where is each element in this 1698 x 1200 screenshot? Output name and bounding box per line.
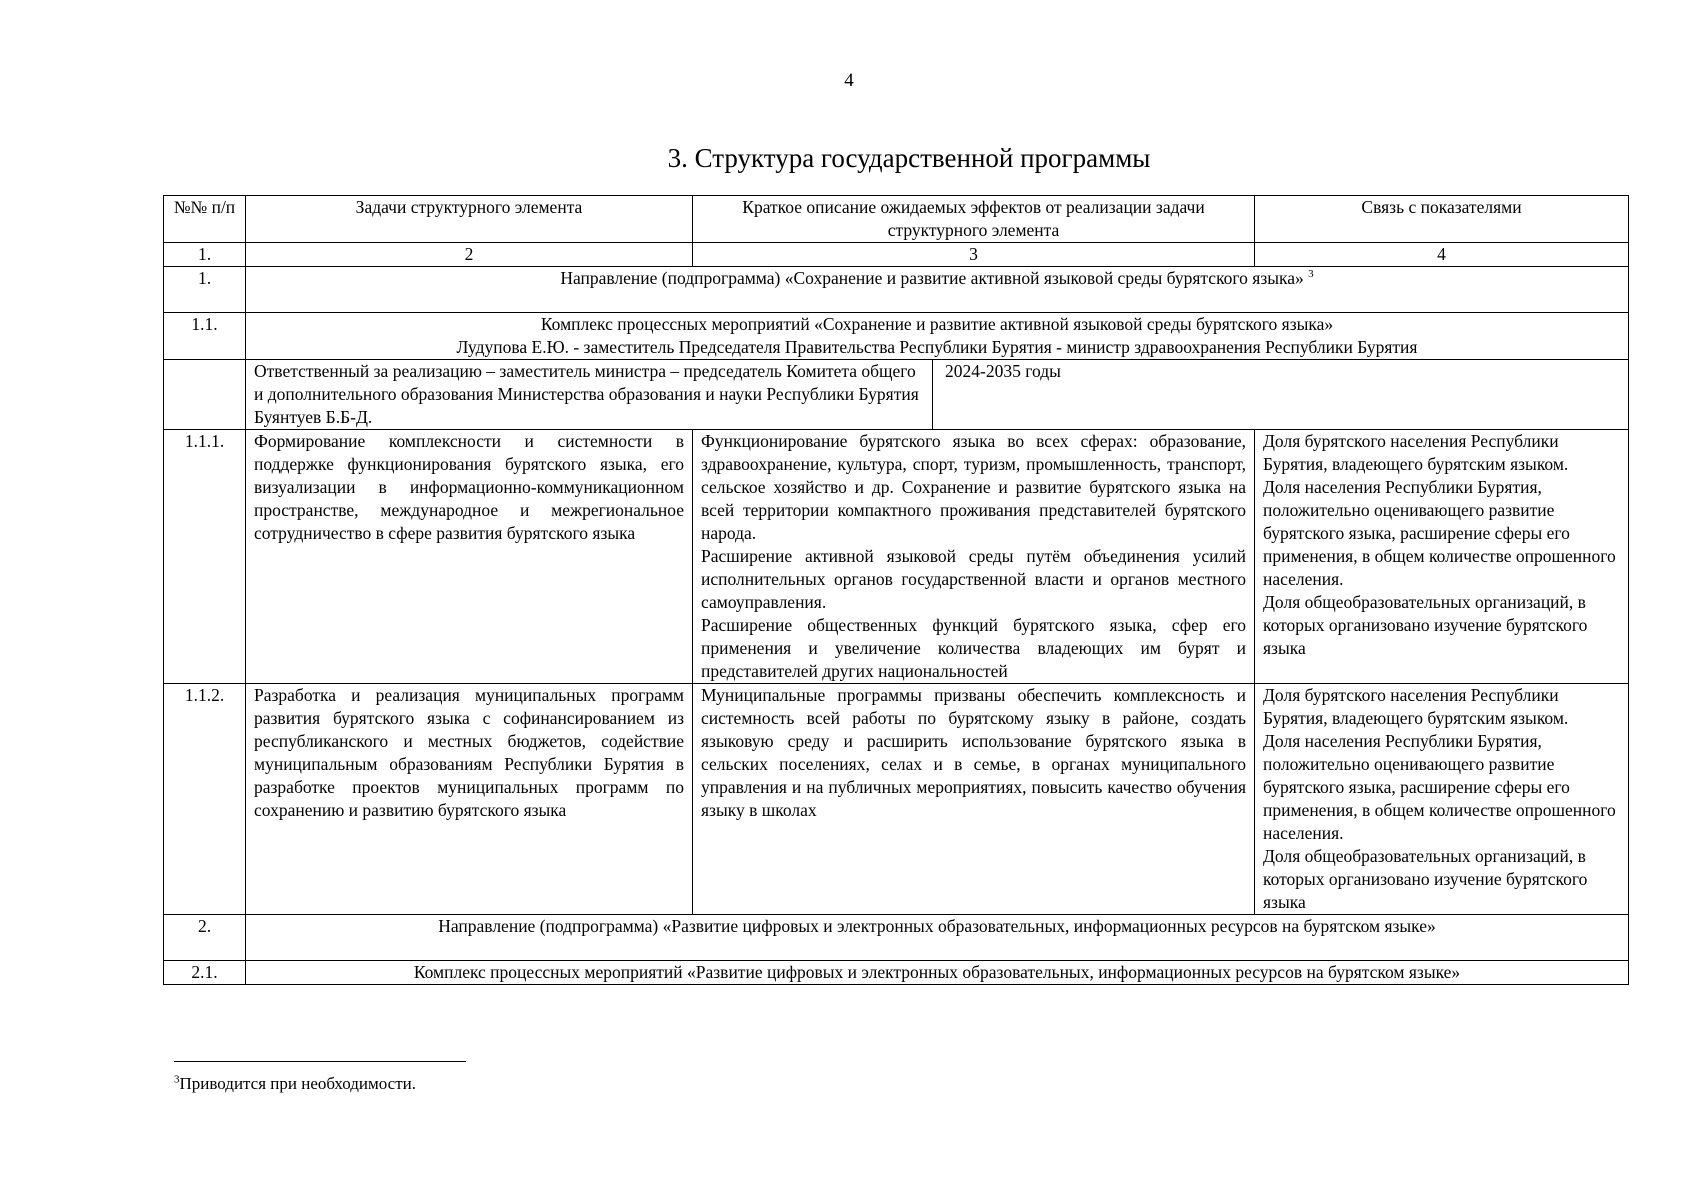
col-number: 3 (693, 243, 1255, 267)
indicator: Доля бурятского населения Республики Бурятия, владеющего бурятским языком. (1263, 685, 1569, 728)
complex-title (246, 313, 1629, 360)
col-number: 4 (1255, 243, 1629, 267)
task-row-1-1-2 (164, 684, 1629, 915)
footnote-ref: 3 (1308, 268, 1314, 281)
responsible-cell (246, 360, 1629, 430)
effect-paragraph: Муниципальные программы призваны обеспечить комплексность и системность всей работы по бурятскому языку в районе, создать языковую среду и расширить использование бурятского языка в сельских поселениях, селах и в семье, в органах муниципального управления и на публичных мероприятиях, повысить качество обучения языку в школах (701, 685, 1246, 820)
page-title: 3. Структура государственной программы (667, 143, 1151, 173)
program-structure-table (163, 195, 1629, 985)
complex-name: Комплекс процессных мероприятий «Сохранение и развитие активной языковой среды бурятского языка» (540, 314, 1334, 334)
direction-text: Направление (подпрограмма) «Сохранение и развитие активной языковой среды бурятского языка» (560, 268, 1304, 288)
indicators-cell (1255, 430, 1629, 684)
indicator: Доля населения Республики Бурятия, положительно оценивающего развитие бурятского языка, расширение сферы его применения, в общем количестве опрошенного населения. (1263, 731, 1616, 843)
responsible-person: Ответственный за реализацию – заместитель министра – председатель Комитета общего и дополнительного образования Министерства образования и науки Республики Бурятия Буянтуев Б.Б-Д. (254, 361, 919, 427)
header-tasks: Задачи структурного элемента (246, 196, 693, 243)
effect-paragraph: Расширение общественных функций бурятского языка, сфер его применения и увеличение количества владеющих им бурят и представителей других национальностей (701, 615, 1246, 681)
header-indicators: Связь с показателями (1255, 196, 1629, 243)
row-num: 2. (164, 915, 246, 961)
implementation-years: 2024-2035 годы (932, 360, 1628, 429)
row-num: 1. (164, 267, 246, 313)
complex-row-1-1 (164, 313, 1629, 360)
complex-row-2-1 (164, 961, 1629, 985)
header-num: №№ п/п (164, 196, 246, 243)
footnote-mark: 3 (174, 1073, 180, 1086)
effects-cell (693, 684, 1255, 915)
footnote-separator (174, 1061, 466, 1062)
effect-paragraph: Функционирование бурятского языка во всех сферах: образование, здравоохранение, культура, спорт, туризм, промышленность, транспорт, сельское хозяйство и др. Сохранение и развитие бурятского языка на всей территории компактного проживания представителей бурятского народа. (701, 431, 1246, 543)
direction-title: Направление (подпрограмма) «Развитие цифровых и электронных образовательных, информационных ресурсов на бурятском языке» (246, 915, 1629, 961)
direction-title (246, 267, 1629, 313)
complex-title: Комплекс процессных мероприятий «Развитие цифровых и электронных образовательных, информационных ресурсов на бурятском языке» (246, 961, 1629, 985)
direction-row-1 (164, 267, 1629, 313)
header-effects: Краткое описание ожидаемых эффектов от реализации задачи структурного элемента (693, 196, 1255, 243)
header-row (164, 196, 1629, 243)
task-text: Разработка и реализация муниципальных программ развития бурятского языка с софинансированием из республиканского и местных бюджетов, содействие муниципальным образованиям Республики Бурятия в разработке проектов муниципальных программ по сохранению и развитию бурятского языка (246, 684, 693, 915)
col-number: 2 (246, 243, 693, 267)
direction-row-2 (164, 915, 1629, 961)
row-num: 1.1.2. (164, 684, 246, 915)
footnote (174, 1074, 416, 1094)
empty-cell (164, 360, 246, 430)
column-number-row (164, 243, 1629, 267)
indicator: Доля общеобразовательных организаций, в которых организовано изучение бурятского языка (1263, 592, 1588, 658)
responsible-row (164, 360, 1629, 430)
complex-curator: Лудупова Е.Ю. - заместитель Председателя Правительства Республики Бурятия - министр здравоохранения Республики Бурятия (456, 337, 1418, 357)
page-number: 4 (844, 70, 854, 91)
task-row-1-1-1 (164, 430, 1629, 684)
row-num: 1.1. (164, 313, 246, 360)
row-num: 1.1.1. (164, 430, 246, 684)
footnote-text: Приводится при необходимости. (179, 1074, 416, 1093)
indicator: Доля населения Республики Бурятия, положительно оценивающего развитие бурятского языка, расширение сферы его применения, в общем количестве опрошенного населения. (1263, 477, 1616, 589)
row-num: 2.1. (164, 961, 246, 985)
indicator: Доля общеобразовательных организаций, в которых организовано изучение бурятского языка (1263, 846, 1588, 912)
effects-cell (693, 430, 1255, 684)
indicator: Доля бурятского населения Республики Бурятия, владеющего бурятским языком. (1263, 431, 1569, 474)
effect-paragraph: Расширение активной языковой среды путём объединения усилий исполнительных органов государственной власти и органов местного самоуправления. (701, 546, 1246, 612)
task-text: Формирование комплексности и системности в поддержке функционирования бурятского языка, его визуализации в информационно-коммуникационном пространстве, международное и межрегиональное сотрудничество в сфере развития бурятского языка (246, 430, 693, 684)
col-number: 1. (164, 243, 246, 267)
indicators-cell (1255, 684, 1629, 915)
